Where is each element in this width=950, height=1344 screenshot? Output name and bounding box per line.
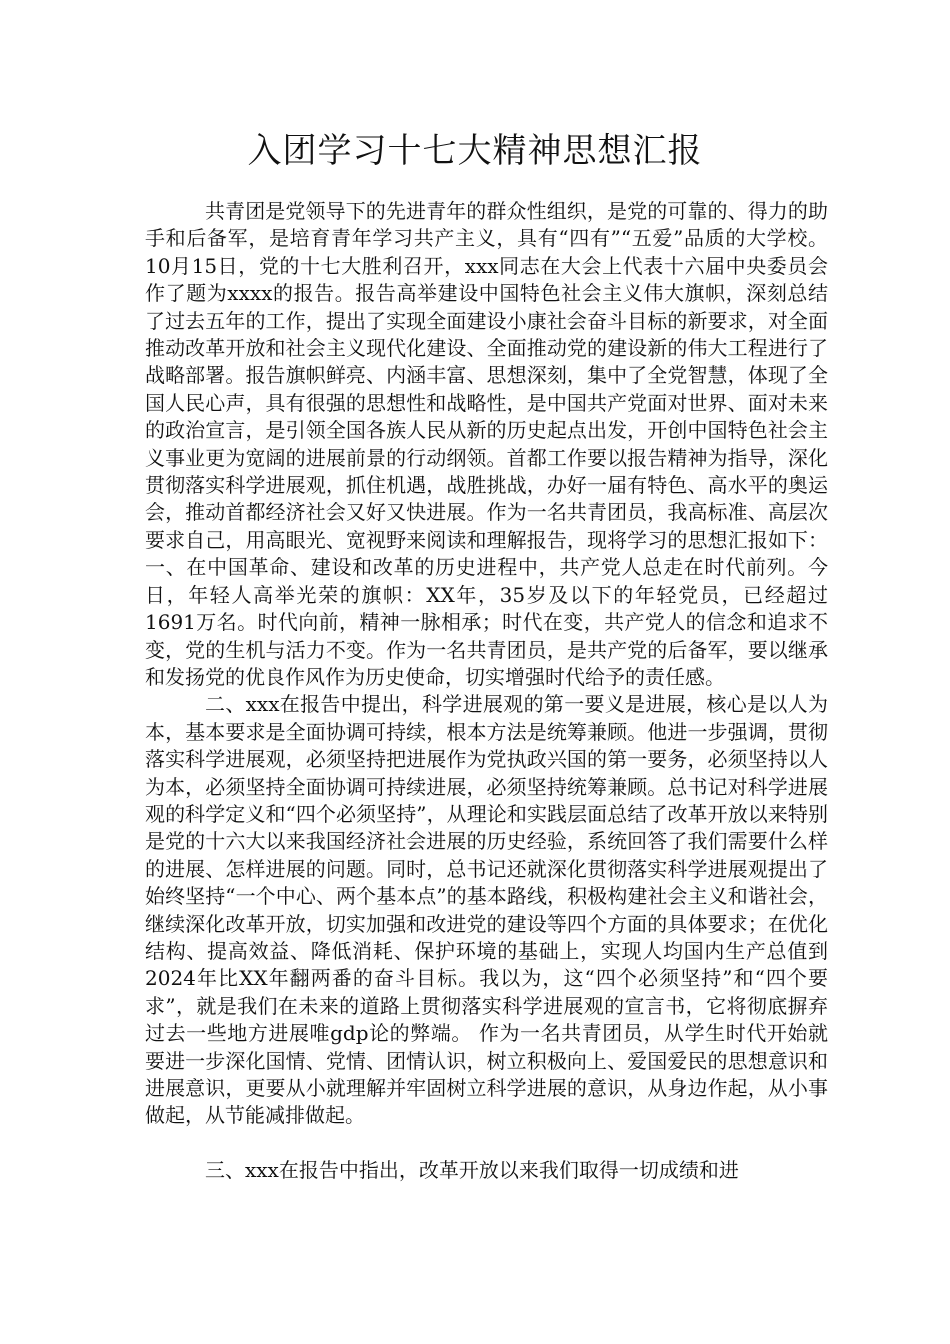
document-body: [145, 198, 828, 1184]
paragraph-3: 三、xxx在报告中指出，改革开放以来我们取得一切成绩和进: [205, 1157, 739, 1182]
paragraph-1: 共青团是党领导下的先进青年的群众性组织，是党的可靠的、得力的助手和后备军，是培育青年学习共产主义，具有“四有”“五爱”品质的大学校。10月15日，党的十七大胜利召开，xxx同志在大会上代表十六届中央委员会作了题为xxxx的报告。报告高举建设中国特色社会主义伟大旗帜，深刻总结了过去五年的工作，提出了实现全面建设小康社会奋斗目标的新要求，对全面推动改革开放和社会主义现代化建设、全面推动党的建设新的伟大工程进行了战略部署。报告旗帜鲜亮、内涵丰富、思想深刻，集中了全党智慧，体现了全国人民心声，具有很强的思想性和战略性，是中国共产党面对世界、面对未来的政治宣言，是引领全国各族人民从新的历史起点出发，开创中国特色社会主义事业更为宽阔的进展前景的行动纲领。首都工作要以报告精神为指导，深化贯彻落实科学进展观，抓住机遇，战胜挑战，办好一届有特色、高水平的奥运会，推动首都经济社会又好又快进展。作为一名共青团员，我高标准、高层次要求自己，用高眼光、宽视野来阅读和理解报告，现将学习的思想汇报如下： 一、在中国革命、建设和改革的历史进程中，共产党人总走在时代前列。今日，年轻人高举光荣的旗帜：XX年，35岁及以下的年轻党员，已经超过1691万名。时代向前，精神一脉相承；时代在变，共产党人的信念和追求不变，党的生机与活力不变。作为一名共青团员，是共产党的后备军，要以继承和发扬党的优良作风作为历史使命，切实增强时代给予的责任感。: [145, 199, 828, 689]
page-title: 入团学习十七大精神思想汇报: [247, 131, 703, 171]
paragraph-2: 二、xxx在报告中提出，科学进展观的第一要义是进展，核心是以人为本，基本要求是全面协调可持续，根本方法是统筹兼顾。他进一步强调，贯彻落实科学进展观，必须坚持把进展作为党执政兴国的第一要务，必须坚持以人为本，必须坚持全面协调可持续进展，必须坚持统筹兼顾。总书记对科学进展观的科学定义和“四个必须坚持”，从理论和实践层面总结了改革开放以来特别是党的十六大以来我国经济社会进展的历史经验，系统回答了我们需要什么样的进展、怎样进展的问题。同时，总书记还就深化贯彻落实科学进展观提出了始终坚持“一个中心、两个基本点”的基本路线，积极构建社会主义和谐社会，继续深化改革开放，切实加强和改进党的建设等四个方面的具体要求；在优化结构、提高效益、降低消耗、保护环境的基础上，实现人均国内生产总值到2024年比XX年翻两番的奋斗目标。我以为，这“四个必须坚持”和“四个要求”，就是我们在未来的道路上贯彻落实科学进展观的宣言书，它将彻底摒弃过去一些地方进展唯gdp论的弊端。 作为一名共青团员，从学生时代开始就要进一步深化国情、党情、团情认识，树立积极向上、爱国爱民的思想意识和进展意识，更要从小就理解并牢固树立科学进展的意识，从身边作起，从小事做起，从节能减排做起。: [145, 692, 828, 1128]
